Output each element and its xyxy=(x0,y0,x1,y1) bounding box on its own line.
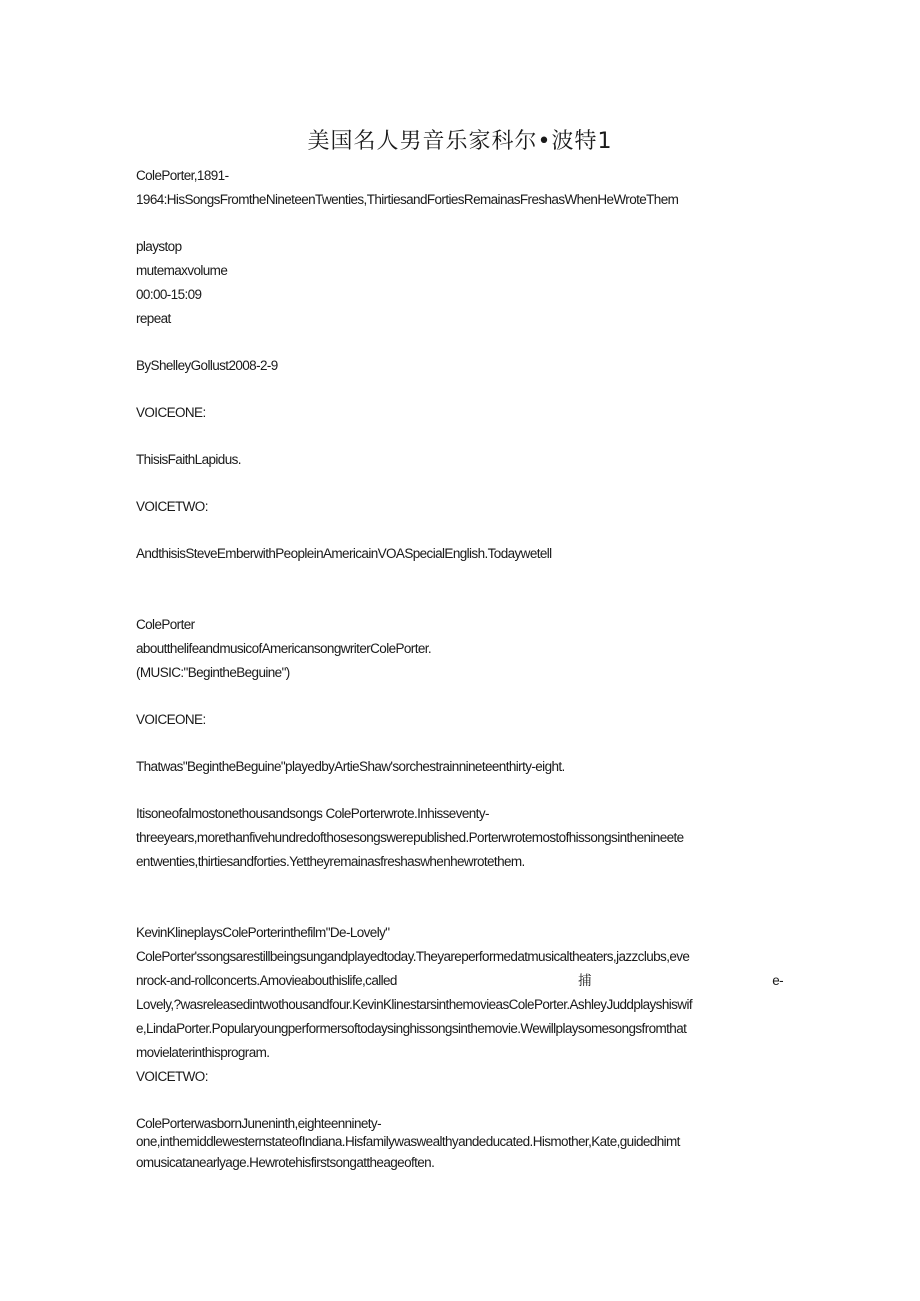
text-segment: e- xyxy=(772,973,783,988)
text-line: one,inthemiddlewesternstateofIndiana.Hisfamilywaswealthyandeducated.Hismother,Kate,guidedhimt xyxy=(136,1134,680,1149)
text-line: entwenties,thirtiesandforties.Yettheyremainasfreshaswhenhewrotethem. xyxy=(136,854,525,869)
text-line: ColePorter,1891- xyxy=(136,168,229,183)
text-line: Thatwas"BegintheBeguine"playedbyArtieShaw'sorchestrainnineteenthirty-eight. xyxy=(136,759,565,774)
speaker-label: VOICETWO: xyxy=(136,499,208,514)
text-line: omusicatanearlyage.Hewrotehisfirstsongattheageoften. xyxy=(136,1155,435,1170)
image-caption: KevinKlineplaysColePorterinthefilm"De-Lovely" xyxy=(136,925,390,940)
image-caption: ColePorter xyxy=(136,617,195,632)
text-line: movielaterinthisprogram. xyxy=(136,1045,270,1060)
text-line-justified xyxy=(136,971,783,991)
speaker-label: VOICEONE: xyxy=(136,405,206,420)
text-segment: 捕 xyxy=(578,973,591,988)
byline: ByShelleyGollust2008-2-9 xyxy=(136,358,278,373)
music-cue: (MUSIC:"BegintheBeguine") xyxy=(136,665,290,680)
speaker-label: VOICEONE: xyxy=(136,712,206,727)
player-controls-repeat: repeat xyxy=(136,311,171,326)
text-line: Lovely,?wasreleasedintwothousandfour.KevinKlinestarsinthemovieasColePorter.AshleyJuddplayshiswif xyxy=(136,997,692,1012)
text-line: ThisisFaithLapidus. xyxy=(136,452,241,467)
text-line: ColePorterwasbornJuneninth,eighteenninety- xyxy=(136,1116,381,1131)
player-controls-play-stop: playstop xyxy=(136,239,182,254)
player-time-readout: 00:00-15:09 xyxy=(136,287,202,302)
text-segment: nrock-and-rollconcerts.Amovieabouthislife,called xyxy=(136,973,397,988)
text-line: e,LindaPorter.Popularyoungperformersoftodaysinghissongsinthemovie.Wewillplaysomesongsfromthat xyxy=(136,1021,687,1036)
text-line: ColePorter'ssongsarestillbeingsungandplayedtoday.Theyareperformedatmusicaltheaters,jazzclubs,eve xyxy=(136,949,690,964)
text-line: aboutthelifeandmusicofAmericansongwriterColePorter. xyxy=(136,641,432,656)
speaker-label: VOICETWO: xyxy=(136,1069,208,1084)
text-line: 1964:HisSongsFromtheNineteenTwenties,ThirtiesandFortiesRemainasFreshasWhenHeWroteThem xyxy=(136,192,679,207)
text-line: Itisoneofalmostonethousandsongs ColePorterwrote.Inhisseventy- xyxy=(136,806,489,821)
page-title: 美国名人男音乐家科尔•波特1 xyxy=(307,129,613,154)
player-controls-volume: mutemaxvolume xyxy=(136,263,228,278)
text-line: AndthisisSteveEmberwithPeopleinAmericainVOASpecialEnglish.Todaywetell xyxy=(136,546,552,561)
text-line: threeyears,morethanfivehundredofthosesongswerepublished.Porterwrotemostofhissongsinthenineete xyxy=(136,830,684,845)
